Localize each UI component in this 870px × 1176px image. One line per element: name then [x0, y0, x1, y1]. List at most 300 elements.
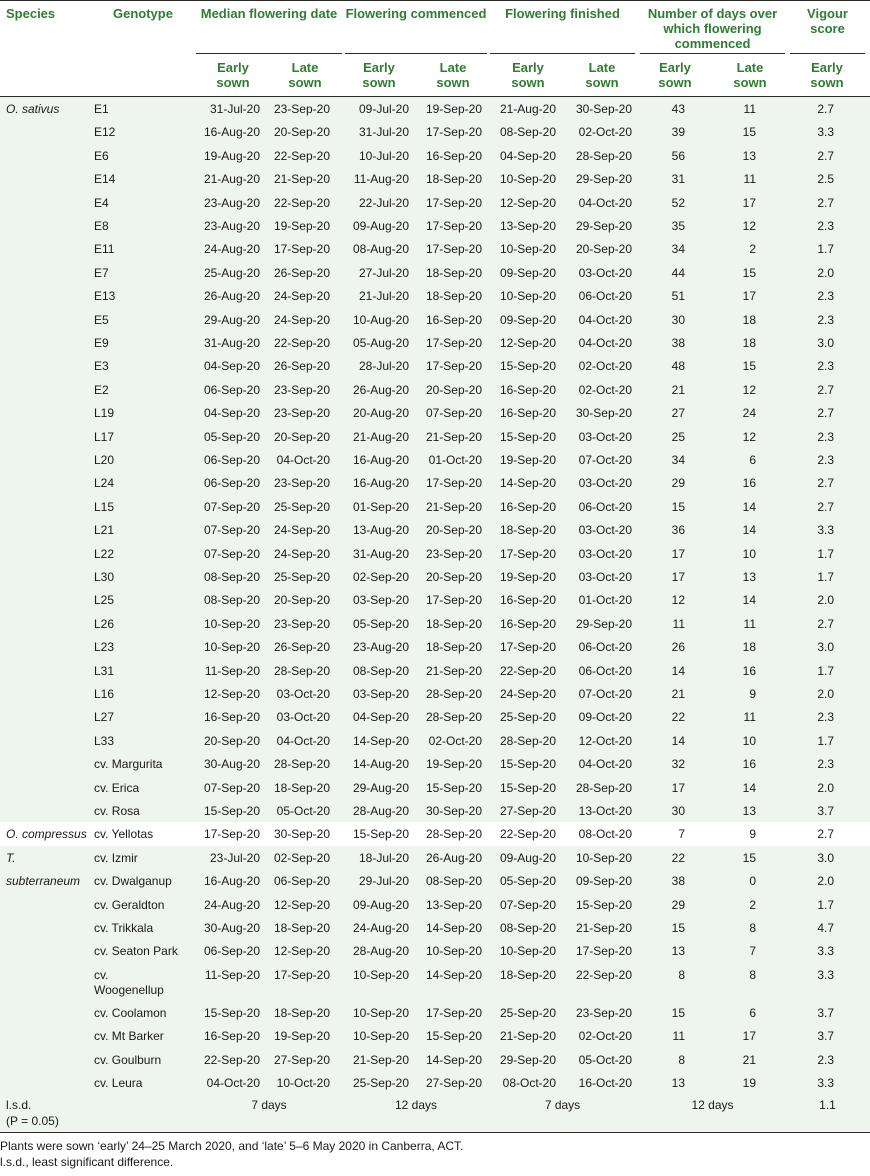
header-median-flowering-date: Median flowering date [200, 6, 338, 21]
footnote-lsd: l.s.d., least significant difference. [0, 1155, 174, 1170]
fin-e-cell: 10-Sep-20 [499, 172, 556, 187]
fin-l-cell: 03-Oct-20 [578, 265, 632, 280]
days-l-cell: 15 [742, 359, 756, 374]
days-l-cell: 11 [743, 616, 756, 631]
days-l-cell: 14 [742, 780, 756, 795]
genotype-cell: E3 [94, 359, 109, 374]
com-e-cell: 03-Sep-20 [352, 687, 409, 701]
genotype-cell: cv. Goulburn [94, 1052, 162, 1067]
footnote-sowing: Plants were sown ‘early’ 24–25 March 2020, and ‘late’ 5–6 May 2020 in Canberra, ACT. [0, 1139, 464, 1154]
med-e-cell: 05-Sep-20 [203, 429, 260, 444]
fin-l-cell: 20-Sep-20 [575, 242, 632, 257]
com-e-cell: 31-Aug-20 [352, 546, 409, 561]
com-e-cell: 28-Jul-20 [358, 359, 409, 374]
days-e-cell: 17 [671, 546, 685, 561]
days-e-cell: 11 [672, 1029, 685, 1044]
med-e-cell: 15-Sep-20 [203, 804, 260, 818]
rule-days [640, 53, 785, 54]
days-e-cell: 27 [671, 406, 685, 421]
genotype-cell: L25 [94, 593, 115, 608]
med-l-cell: 19-Sep-20 [273, 1029, 330, 1044]
genotype-cell: cv. Coolamon [94, 1005, 167, 1020]
med-e-cell: 06-Sep-20 [203, 476, 260, 491]
com-l-cell: 17-Sep-20 [425, 359, 482, 374]
genotype-cell: cv. Yellotas [94, 827, 154, 842]
med-e-cell: 11-Sep-20 [204, 663, 260, 678]
days-l-cell: 18 [742, 336, 756, 350]
table-row [0, 705, 870, 728]
vigour-cell: 2.0 [817, 593, 834, 608]
com-l-cell: 19-Sep-20 [425, 102, 482, 116]
med-l-cell: 17-Sep-20 [273, 967, 330, 982]
com-e-cell: 11-Aug-20 [353, 172, 409, 187]
days-e-cell: 8 [678, 967, 685, 982]
med-l-cell: 28-Sep-20 [273, 663, 330, 678]
days-e-cell: 51 [671, 289, 685, 304]
com-l-cell: 15-Sep-20 [425, 780, 482, 795]
fin-l-cell: 05-Oct-20 [578, 1052, 632, 1067]
days-e-cell: 15 [671, 921, 685, 935]
genotype-cell: E12 [94, 125, 116, 140]
com-l-cell: 18-Sep-20 [425, 616, 482, 631]
days-l-cell: 21 [742, 1052, 756, 1067]
table-row [0, 401, 870, 424]
fin-l-cell: 02-Oct-20 [578, 125, 632, 140]
med-l-cell: 22-Sep-20 [273, 195, 330, 210]
vigour-cell: 3.7 [817, 1029, 834, 1044]
com-l-cell: 17-Sep-20 [425, 195, 482, 210]
med-e-cell: 31-Aug-20 [203, 336, 260, 350]
fin-l-cell: 13-Oct-20 [578, 804, 632, 818]
fin-e-cell: 17-Sep-20 [499, 640, 556, 655]
med-e-cell: 04-Sep-20 [203, 359, 260, 374]
table-row [0, 97, 870, 120]
com-l-cell: 18-Sep-20 [425, 172, 482, 187]
com-e-cell: 28-Aug-20 [352, 944, 409, 959]
vigour-cell: 2.7 [817, 499, 834, 514]
table-top-rule [0, 0, 870, 1]
days-l-cell: 12 [742, 219, 756, 233]
com-l-cell: 14-Sep-20 [425, 921, 482, 935]
fin-e-cell: 27-Sep-20 [499, 804, 556, 818]
med-e-cell: 30-Aug-20 [203, 757, 260, 772]
fin-l-cell: 06-Oct-20 [578, 663, 632, 678]
table-row [0, 1071, 870, 1094]
days-e-cell: 21 [671, 382, 685, 397]
subheader-finished-late: Late sown [585, 60, 619, 90]
com-l-cell: 19-Sep-20 [425, 757, 482, 772]
com-l-cell: 20-Sep-20 [425, 570, 482, 584]
com-e-cell: 09-Aug-20 [352, 897, 409, 912]
fin-e-cell: 25-Sep-20 [499, 710, 556, 725]
vigour-cell: 2.7 [817, 827, 834, 842]
fin-l-cell: 30-Sep-20 [575, 406, 632, 421]
days-l-cell: 10 [742, 546, 756, 561]
vigour-cell: 3.3 [817, 125, 834, 140]
lsd-commenced: 12 days [394, 1098, 438, 1113]
days-l-cell: 14 [742, 523, 756, 538]
days-l-cell: 13 [742, 570, 756, 584]
fin-e-cell: 22-Sep-20 [499, 827, 556, 842]
med-e-cell: 06-Sep-20 [203, 944, 260, 959]
subheader-commenced-late: Late sown [436, 60, 470, 90]
fin-e-cell: 07-Sep-20 [499, 897, 556, 912]
vigour-cell: 2.3 [817, 453, 834, 467]
com-l-cell: 17-Sep-20 [425, 242, 482, 257]
days-e-cell: 14 [671, 663, 685, 678]
lsd-p-value: (P = 0.05) [6, 1114, 59, 1129]
days-e-cell: 11 [672, 616, 685, 631]
med-e-cell: 07-Sep-20 [203, 546, 260, 561]
com-l-cell: 28-Sep-20 [425, 827, 482, 842]
com-l-cell: 27-Sep-20 [425, 1076, 482, 1090]
days-l-cell: 14 [742, 593, 756, 608]
fin-l-cell: 02-Oct-20 [578, 1029, 632, 1044]
days-e-cell: 26 [671, 640, 685, 655]
genotype-cell: E13 [94, 289, 116, 304]
com-l-cell: 18-Sep-20 [425, 265, 482, 280]
com-e-cell: 14-Aug-20 [352, 757, 409, 772]
table-row [0, 167, 870, 190]
rule-median [196, 53, 342, 54]
med-e-cell: 04-Oct-20 [206, 1076, 260, 1090]
table-row [0, 822, 870, 845]
days-e-cell: 31 [671, 172, 685, 187]
table-row [0, 1048, 870, 1071]
days-l-cell: 17 [742, 289, 756, 304]
days-l-cell: 14 [742, 499, 756, 514]
rule-vigour [790, 53, 865, 54]
header-flowering-commenced: Flowering commenced [345, 6, 487, 21]
table-bottom-rule [0, 1132, 870, 1133]
med-e-cell: 08-Sep-20 [203, 593, 260, 608]
days-l-cell: 6 [749, 453, 756, 467]
vigour-cell: 2.3 [817, 289, 834, 304]
med-e-cell: 20-Sep-20 [203, 733, 260, 748]
genotype-cell: L19 [94, 406, 115, 421]
fin-l-cell: 04-Oct-20 [578, 312, 632, 327]
fin-e-cell: 28-Sep-20 [499, 733, 556, 748]
med-l-cell: 23-Sep-20 [273, 382, 330, 397]
com-e-cell: 21-Jul-20 [358, 289, 409, 304]
med-l-cell: 24-Sep-20 [273, 546, 330, 561]
fin-e-cell: 08-Oct-20 [502, 1076, 556, 1090]
med-l-cell: 04-Oct-20 [276, 733, 330, 748]
days-l-cell: 18 [742, 640, 756, 655]
fin-e-cell: 19-Sep-20 [499, 453, 556, 467]
vigour-cell: 2.3 [817, 219, 834, 233]
med-l-cell: 25-Sep-20 [273, 570, 330, 584]
days-l-cell: 11 [743, 172, 756, 187]
lsd-label: l.s.d. [6, 1098, 32, 1113]
table-row [0, 331, 870, 354]
com-e-cell: 10-Sep-20 [352, 967, 409, 982]
fin-l-cell: 12-Oct-20 [578, 733, 632, 748]
fin-l-cell: 02-Oct-20 [578, 359, 632, 374]
days-e-cell: 17 [671, 570, 685, 584]
vigour-cell: 2.3 [817, 757, 834, 772]
vigour-cell: 4.7 [817, 921, 834, 935]
fin-e-cell: 16-Sep-20 [499, 382, 556, 397]
days-l-cell: 19 [742, 1076, 756, 1090]
table-row [0, 378, 870, 401]
lsd-vigour: 1.1 [819, 1098, 836, 1113]
com-l-cell: 07-Sep-20 [425, 406, 482, 421]
com-e-cell: 18-Jul-20 [358, 850, 409, 865]
genotype-cell: cv. Mt Barker [94, 1029, 164, 1044]
genotype-cell: E8 [94, 219, 109, 233]
com-l-cell: 02-Oct-20 [428, 733, 482, 748]
vigour-cell: 2.3 [817, 312, 834, 327]
fin-l-cell: 10-Sep-20 [575, 850, 632, 865]
fin-l-cell: 04-Oct-20 [578, 757, 632, 772]
fin-l-cell: 04-Oct-20 [578, 195, 632, 210]
genotype-cell: L31 [94, 663, 115, 678]
vigour-cell: 1.7 [817, 570, 834, 584]
days-e-cell: 13 [671, 1076, 685, 1090]
fin-e-cell: 12-Sep-20 [499, 195, 556, 210]
table-row [0, 308, 870, 331]
days-e-cell: 43 [671, 102, 685, 116]
fin-e-cell: 08-Sep-20 [499, 125, 556, 140]
com-e-cell: 05-Aug-20 [352, 336, 409, 350]
header-genotype: Genotype [113, 6, 173, 21]
com-e-cell: 10-Aug-20 [352, 312, 409, 327]
genotype-cell: L22 [94, 546, 115, 561]
med-e-cell: 23-Jul-20 [209, 850, 260, 865]
fin-e-cell: 18-Sep-20 [499, 967, 556, 982]
fin-l-cell: 03-Oct-20 [578, 476, 632, 491]
com-e-cell: 16-Aug-20 [352, 476, 409, 491]
days-e-cell: 29 [671, 476, 685, 491]
com-l-cell: 17-Sep-20 [425, 219, 482, 233]
table-row [0, 869, 870, 892]
fin-e-cell: 24-Sep-20 [499, 687, 556, 701]
com-l-cell: 18-Sep-20 [425, 289, 482, 304]
fin-e-cell: 21-Sep-20 [499, 1029, 556, 1044]
com-e-cell: 03-Sep-20 [352, 593, 409, 608]
med-l-cell: 03-Oct-20 [276, 710, 330, 725]
fin-e-cell: 25-Sep-20 [499, 1005, 556, 1020]
days-e-cell: 38 [671, 874, 685, 889]
days-l-cell: 7 [749, 944, 756, 959]
com-l-cell: 15-Sep-20 [425, 1029, 482, 1044]
com-l-cell: 30-Sep-20 [425, 804, 482, 818]
med-l-cell: 12-Sep-20 [273, 897, 330, 912]
med-l-cell: 26-Sep-20 [273, 359, 330, 374]
vigour-cell: 2.7 [817, 148, 834, 163]
fin-e-cell: 12-Sep-20 [499, 336, 556, 350]
rule-commenced [345, 53, 487, 54]
table-row [0, 495, 870, 518]
fin-l-cell: 03-Oct-20 [578, 570, 632, 584]
days-e-cell: 38 [671, 336, 685, 350]
table-row [0, 518, 870, 541]
med-e-cell: 22-Sep-20 [203, 1052, 260, 1067]
com-e-cell: 28-Aug-20 [352, 804, 409, 818]
com-e-cell: 29-Aug-20 [352, 780, 409, 795]
med-e-cell: 06-Sep-20 [203, 382, 260, 397]
table-row [0, 729, 870, 752]
fin-l-cell: 28-Sep-20 [575, 148, 632, 163]
genotype-cell: cv. Dwalganup [94, 874, 172, 889]
lsd-finished: 7 days [544, 1098, 581, 1113]
com-l-cell: 21-Sep-20 [425, 663, 482, 678]
days-l-cell: 16 [742, 757, 756, 772]
genotype-cell: E4 [94, 195, 109, 210]
med-l-cell: 26-Sep-20 [273, 640, 330, 655]
table-row [0, 120, 870, 143]
vigour-cell: 2.7 [817, 616, 834, 631]
genotype-cell-cont: Woogenellup [94, 982, 164, 997]
genotype-cell: L24 [94, 476, 115, 491]
com-e-cell: 26-Aug-20 [352, 382, 409, 397]
med-l-cell: 05-Oct-20 [276, 804, 330, 818]
com-l-cell: 17-Sep-20 [425, 593, 482, 608]
fin-l-cell: 29-Sep-20 [575, 616, 632, 631]
header-species: Species [6, 6, 56, 21]
com-l-cell: 26-Aug-20 [425, 850, 482, 865]
genotype-cell: E1 [94, 102, 109, 116]
med-e-cell: 16-Sep-20 [203, 710, 260, 725]
table-row [0, 939, 870, 962]
med-l-cell: 18-Sep-20 [273, 780, 330, 795]
header-vigour-score: Vigour score [807, 6, 848, 36]
days-e-cell: 22 [671, 850, 685, 865]
table-row [0, 752, 870, 775]
com-e-cell: 13-Aug-20 [352, 523, 409, 538]
days-e-cell: 25 [671, 429, 685, 444]
table-row [0, 1024, 870, 1047]
header-days-commenced: Number of days over which flowering commenced [647, 6, 778, 51]
days-l-cell: 15 [742, 125, 756, 140]
subheader-vigour-early: Early sown [810, 60, 844, 90]
vigour-cell: 2.3 [817, 1052, 834, 1067]
med-e-cell: 24-Aug-20 [203, 897, 260, 912]
med-l-cell: 19-Sep-20 [273, 219, 330, 233]
days-l-cell: 8 [749, 967, 756, 982]
fin-l-cell: 03-Oct-20 [578, 546, 632, 561]
vigour-cell: 1.7 [817, 546, 834, 561]
days-l-cell: 2 [749, 242, 756, 257]
vigour-cell: 1.7 [817, 242, 834, 257]
days-e-cell: 30 [671, 804, 685, 818]
table-row [0, 776, 870, 799]
med-e-cell: 16-Aug-20 [203, 125, 260, 140]
med-l-cell: 20-Sep-20 [273, 593, 330, 608]
days-l-cell: 13 [742, 804, 756, 818]
vigour-cell: 2.0 [817, 265, 834, 280]
fin-l-cell: 30-Sep-20 [575, 102, 632, 116]
med-e-cell: 29-Aug-20 [203, 312, 260, 327]
days-l-cell: 0 [749, 874, 756, 889]
vigour-cell: 2.0 [817, 687, 834, 701]
days-e-cell: 32 [671, 757, 685, 772]
com-e-cell: 29-Jul-20 [358, 874, 409, 889]
subheader-days-late: Late sown [733, 60, 767, 90]
med-l-cell: 24-Sep-20 [273, 523, 330, 538]
table-row [0, 214, 870, 237]
fin-e-cell: 18-Sep-20 [499, 523, 556, 538]
med-e-cell: 17-Sep-20 [203, 827, 260, 842]
fin-l-cell: 28-Sep-20 [575, 780, 632, 795]
fin-l-cell: 06-Oct-20 [578, 499, 632, 514]
header-flowering-finished: Flowering finished [505, 6, 620, 21]
genotype-cell: L17 [94, 429, 115, 444]
vigour-cell: 2.7 [817, 102, 834, 116]
fin-e-cell: 22-Sep-20 [499, 663, 556, 678]
fin-e-cell: 09-Sep-20 [499, 312, 556, 327]
fin-e-cell: 09-Aug-20 [499, 850, 556, 865]
com-e-cell: 20-Aug-20 [352, 406, 409, 421]
com-l-cell: 10-Sep-20 [425, 944, 482, 959]
days-e-cell: 13 [671, 944, 685, 959]
fin-e-cell: 15-Sep-20 [499, 429, 556, 444]
com-e-cell: 10-Sep-20 [352, 1029, 409, 1044]
fin-l-cell: 29-Sep-20 [575, 219, 632, 233]
days-e-cell: 8 [678, 1052, 685, 1067]
vigour-cell: 2.0 [817, 780, 834, 795]
genotype-cell: L20 [94, 453, 115, 467]
fin-e-cell: 10-Sep-20 [499, 242, 556, 257]
table-row [0, 916, 870, 939]
med-l-cell: 21-Sep-20 [273, 172, 330, 187]
days-l-cell: 24 [742, 406, 756, 421]
med-e-cell: 15-Sep-20 [203, 1005, 260, 1020]
med-l-cell: 22-Sep-20 [273, 148, 330, 163]
table-row [0, 354, 870, 377]
vigour-cell: 3.0 [817, 850, 834, 865]
med-l-cell: 24-Sep-20 [273, 312, 330, 327]
fin-l-cell: 04-Oct-20 [578, 336, 632, 350]
fin-e-cell: 16-Sep-20 [499, 593, 556, 608]
fin-l-cell: 02-Oct-20 [578, 382, 632, 397]
table-row [0, 682, 870, 705]
days-e-cell: 35 [671, 219, 685, 233]
com-e-cell: 08-Aug-20 [352, 242, 409, 257]
days-e-cell: 34 [671, 453, 685, 467]
fin-l-cell: 16-Oct-20 [578, 1076, 632, 1090]
com-e-cell: 05-Sep-20 [352, 616, 409, 631]
days-l-cell: 8 [749, 921, 756, 935]
med-e-cell: 23-Aug-20 [203, 195, 260, 210]
med-e-cell: 23-Aug-20 [203, 219, 260, 233]
genotype-cell: E6 [94, 148, 109, 163]
vigour-cell: 2.7 [817, 195, 834, 210]
com-l-cell: 18-Sep-20 [425, 640, 482, 655]
med-e-cell: 16-Sep-20 [203, 1029, 260, 1044]
table-row [0, 565, 870, 588]
med-l-cell: 10-Oct-20 [276, 1076, 330, 1090]
med-l-cell: 22-Sep-20 [273, 336, 330, 350]
subheader-median-early: Early sown [216, 60, 250, 90]
fin-l-cell: 22-Sep-20 [575, 967, 632, 982]
med-e-cell: 07-Sep-20 [203, 499, 260, 514]
days-l-cell: 6 [749, 1005, 756, 1020]
fin-l-cell: 01-Oct-20 [578, 593, 632, 608]
med-e-cell: 26-Aug-20 [203, 289, 260, 304]
days-l-cell: 9 [749, 827, 756, 842]
days-l-cell: 9 [749, 687, 756, 701]
vigour-cell: 2.5 [817, 172, 834, 187]
com-l-cell: 17-Sep-20 [425, 125, 482, 140]
com-e-cell: 27-Jul-20 [358, 265, 409, 280]
lsd-row [0, 1094, 870, 1132]
med-e-cell: 24-Aug-20 [203, 242, 260, 257]
fin-e-cell: 09-Sep-20 [499, 265, 556, 280]
med-e-cell: 10-Sep-20 [203, 640, 260, 655]
vigour-cell: 3.3 [817, 944, 834, 959]
